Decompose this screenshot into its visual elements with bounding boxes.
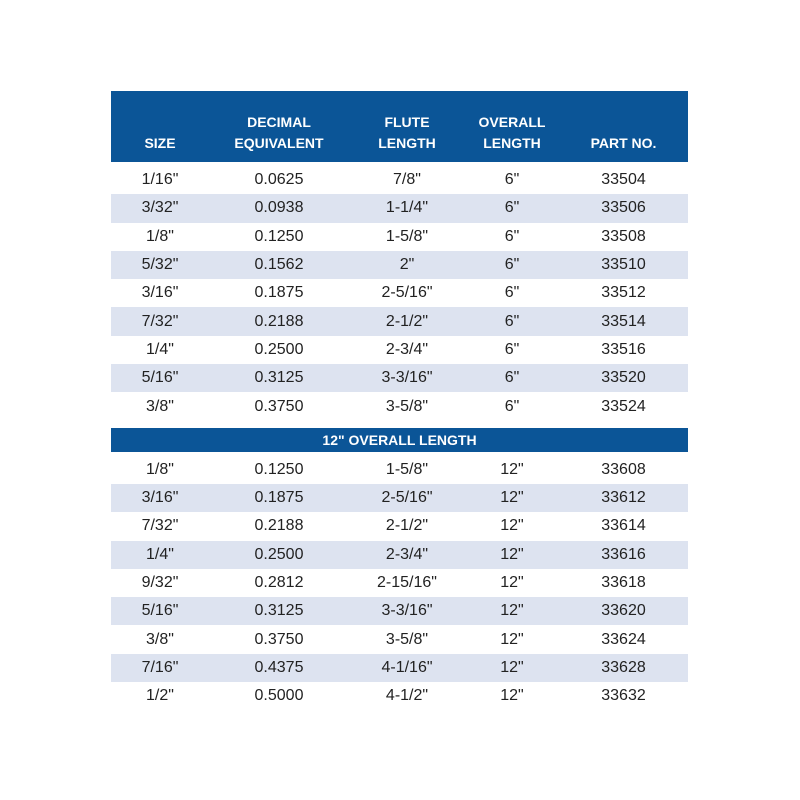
- table-row: [111, 251, 688, 279]
- cell-overall-length: 6": [504, 256, 520, 274]
- cell-part-no: 33504: [601, 171, 646, 189]
- cell-flute-length: 2": [399, 256, 415, 274]
- cell-size: 9/32": [141, 574, 179, 591]
- cell-overall-length: 6": [504, 171, 520, 189]
- cell-size: 1/4": [146, 340, 174, 358]
- cell-flute-length: 3-5/8": [385, 397, 429, 415]
- cell-size: 5/16": [141, 369, 179, 387]
- drill-size-table: [111, 91, 688, 710]
- cell-overall-length: 12": [500, 489, 524, 507]
- cell-flute-length: 2-5/16": [381, 284, 433, 302]
- cell-decimal: 0.3125: [254, 369, 304, 387]
- cell-decimal: 0.2812: [254, 574, 304, 591]
- cell-size: 1/4": [146, 545, 174, 563]
- cell-part-no: 33516: [601, 340, 646, 358]
- cell-overall-length: 6": [504, 340, 520, 358]
- header-size: SIZE: [144, 135, 176, 151]
- cell-flute-length: 2-1/2": [385, 312, 429, 330]
- cell-decimal: 0.2500: [254, 340, 304, 358]
- cell-decimal: 0.3750: [254, 630, 304, 648]
- cell-decimal: 0.5000: [254, 687, 304, 705]
- cell-size: 7/32": [141, 312, 179, 330]
- cell-overall-length: 6": [504, 312, 520, 330]
- table-row: [111, 279, 688, 307]
- section-heading-12in: 12" OVERALL LENGTH: [111, 428, 688, 452]
- table-row: [111, 625, 688, 653]
- cell-decimal: 0.3750: [254, 397, 304, 415]
- cell-decimal: 0.0938: [254, 199, 304, 217]
- cell-decimal: 0.3125: [254, 602, 304, 620]
- cell-part-no: 33612: [601, 489, 646, 507]
- table-row: [111, 194, 688, 222]
- section-6in: [111, 162, 688, 421]
- table-header: [111, 91, 688, 162]
- cell-flute-length: 2-5/16": [381, 489, 433, 507]
- cell-part-no: 33614: [601, 517, 646, 535]
- cell-decimal: 0.1875: [254, 489, 304, 507]
- cell-part-no: 33618: [601, 574, 646, 591]
- table-row: [111, 336, 688, 364]
- cell-size: 1/16": [141, 171, 179, 189]
- cell-decimal: 0.1562: [254, 256, 304, 274]
- cell-flute-length: 2-1/2": [385, 517, 429, 535]
- cell-flute-length: 3-5/8": [385, 630, 429, 648]
- cell-size: 5/32": [141, 256, 179, 274]
- cell-size: 3/8": [146, 397, 174, 415]
- cell-size: 3/32": [141, 199, 179, 217]
- cell-size: 7/16": [141, 658, 179, 676]
- header-overall-length: OVERALL LENGTH: [478, 114, 546, 151]
- cell-part-no: 33508: [601, 227, 646, 245]
- cell-overall-length: 6": [504, 397, 520, 415]
- cell-flute-length: 2-3/4": [385, 340, 429, 358]
- cell-decimal: 0.2188: [254, 312, 304, 330]
- table-row: [111, 484, 688, 512]
- table-row: [111, 166, 688, 194]
- cell-part-no: 33624: [601, 630, 646, 648]
- cell-part-no: 33632: [601, 687, 646, 705]
- cell-decimal: 0.2188: [254, 517, 304, 535]
- cell-flute-length: 4-1/16": [381, 658, 433, 676]
- table-row: [111, 364, 688, 392]
- cell-part-no: 33616: [601, 545, 646, 563]
- cell-part-no: 33510: [601, 256, 646, 274]
- cell-size: 3/16": [141, 489, 179, 507]
- cell-size: 7/32": [141, 517, 179, 535]
- cell-decimal: 0.4375: [254, 658, 304, 676]
- table-row: [111, 682, 688, 710]
- cell-size: 5/16": [141, 602, 179, 620]
- cell-overall-length: 6": [504, 284, 520, 302]
- cell-flute-length: 1-5/8": [385, 227, 429, 245]
- cell-part-no: 33524: [601, 397, 646, 415]
- cell-size: 3/16": [141, 284, 179, 302]
- cell-decimal: 0.1875: [254, 284, 304, 302]
- cell-flute-length: 1-1/4": [385, 199, 429, 217]
- cell-decimal: 0.1250: [254, 460, 304, 478]
- cell-size: 1/8": [146, 460, 174, 478]
- section-12in: [111, 456, 688, 711]
- table-row: [111, 392, 688, 420]
- cell-part-no: 33628: [601, 658, 646, 676]
- cell-flute-length: 3-3/16": [381, 602, 433, 620]
- table-row: [111, 223, 688, 251]
- cell-part-no: 33514: [601, 312, 646, 330]
- cell-part-no: 33620: [601, 602, 646, 620]
- cell-flute-length: 2-15/16": [377, 574, 437, 591]
- cell-flute-length: 3-3/16": [381, 369, 433, 387]
- table-row: [111, 512, 688, 540]
- cell-overall-length: 6": [504, 199, 520, 217]
- cell-overall-length: 12": [500, 658, 524, 676]
- table-row: [111, 307, 688, 335]
- cell-overall-length: 12": [500, 545, 524, 563]
- cell-overall-length: 12": [500, 602, 524, 620]
- cell-overall-length: 12": [500, 517, 524, 535]
- cell-size: 1/2": [146, 687, 174, 705]
- cell-part-no: 33512: [601, 284, 646, 302]
- cell-flute-length: 2-3/4": [385, 545, 429, 563]
- table-row: [111, 569, 688, 597]
- cell-flute-length: 4-1/2": [385, 687, 429, 705]
- cell-part-no: 33608: [601, 460, 646, 478]
- table-row: [111, 456, 688, 484]
- header-decimal-equivalent: DECIMAL EQUIVALENT: [234, 114, 324, 151]
- header-part-no: PART NO.: [590, 135, 657, 151]
- table-row: [111, 597, 688, 625]
- cell-overall-length: 12": [500, 687, 524, 705]
- cell-overall-length: 12": [500, 574, 524, 591]
- cell-flute-length: 7/8": [393, 171, 421, 189]
- cell-overall-length: 6": [504, 369, 520, 387]
- cell-size: 1/8": [146, 227, 174, 245]
- cell-overall-length: 12": [500, 460, 524, 478]
- cell-decimal: 0.0625: [254, 171, 304, 189]
- cell-size: 3/8": [146, 630, 174, 648]
- header-flute-length: FLUTE LENGTH: [378, 114, 436, 151]
- cell-overall-length: 6": [504, 227, 520, 245]
- cell-decimal: 0.2500: [254, 545, 304, 563]
- cell-overall-length: 12": [500, 630, 524, 648]
- table-row: [111, 654, 688, 682]
- cell-part-no: 33520: [601, 369, 646, 387]
- cell-part-no: 33506: [601, 199, 646, 217]
- cell-flute-length: 1-5/8": [385, 460, 429, 478]
- cell-decimal: 0.1250: [254, 227, 304, 245]
- table-row: [111, 541, 688, 569]
